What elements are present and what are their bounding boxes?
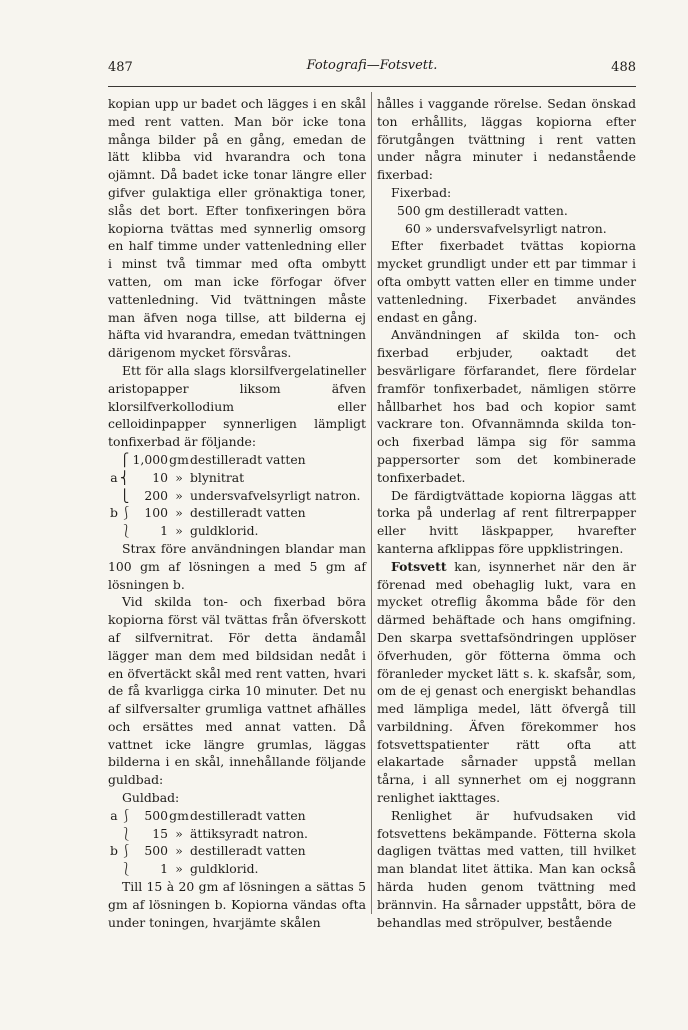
page-number-left: 487 [108,60,133,75]
recipe-amount: 15 [152,825,168,841]
recipe-item: undersvafvelsyrligt natron. [190,487,361,503]
recipe-guldbad [108,807,366,878]
recipe-brace: ⎩ [120,487,130,503]
recipe-brace: ⎰ [120,505,133,521]
recipe-item: destilleradt vatten [190,807,306,823]
recipe-label: Fixerbad: [391,184,452,200]
paragraph: Till 15 à 20 gm af lösningen a sättas 5 gm af lösningen b. Kopiorna vändas ofta under toningen, hvarjämte skålen [108,879,366,930]
paragraph: Renlighet är hufvudsaken vid fotsvettens bekämpande. Fötterna skola dagligen tvättas med vatten, till hvilket man blandat litet ättika. Man kan också härda huden genom tvättning med brännvin. Ha sårnader uppstått, böra de behandlas med ströpulver, bestående [377,807,636,930]
header-rule [108,86,636,87]
recipe-amount: 200 [144,487,168,503]
paragraph: De färdigtvättade kopiorna läggas att torka på underlag af rent filtrerpapper eller hvitt läskpapper, hvarefter kanterna afklippas före uppklistringen. [377,487,636,556]
paragraph: Användningen af skilda ton- och fixerbad erbjuder, oaktadt det besvärligare förfarandet, flere fördelar framför tonfixerbadet, nämligen större hållbarhet hos bad och kopior samt vackrare ton. Ofvannämnda skilda ton- och fixerbad lämpa sig för samma pappersorter som det kombinerade tonfixerbadet. [377,327,636,485]
recipe-item: destilleradt vatten [190,451,306,467]
recipe-unit: » [175,469,183,485]
recipe-item: destilleradt vatten [190,843,306,859]
page-header [108,56,636,80]
paragraph: Strax före användningen blandar man 100 gm af lösningen a med 5 gm af lösningen b. [108,540,366,592]
recipe-label: Guldbad: [122,790,180,806]
recipe-amount: 100 [144,505,168,521]
column-divider [371,92,372,914]
recipe-unit: » [175,505,183,521]
recipe-line [108,842,366,860]
section-heading: Fotsvett [391,558,447,574]
recipe-brace: ⎧ [120,451,130,467]
paragraph: Vid skilda ton- och fixerbad böra kopiorna först väl tvättas från öfverskott af silfvernitrat. För detta ändamål lägger man dem med bildsidan nedåt i en öfvertäckt skål med rent vatten, hvari de få kvarligga cirka 10 minuter. Det nu af silfversalter grumliga vattnet afhälles och ersättes med annat vatten. Då vattnet icke längre grumlas, läggas bilderna i en skål, innehållande följande guldbad: [108,594,366,788]
recipe-amount: 500 [144,807,168,823]
paragraph: Ett för alla slags klorsilfvergelatineller aristopapper liksom äfven klorsilfverkollodium eller celloidinpapper synnerligen lämpligt tonfixerbad är följande: [108,362,366,450]
recipe-brace: ⎰ [120,843,133,859]
recipe-item: guldklorid. [190,523,259,539]
recipe-amount: 1 [160,523,168,539]
recipe-unit: » [175,843,183,859]
recipe-item: ättiksyradt natron. [190,825,308,841]
recipe-brace: ⎨ [120,469,130,485]
recipe-amount: 10 [152,469,168,485]
recipe-unit: gm [169,807,189,823]
recipe-item: guldklorid. [190,861,259,877]
paragraph: kopian upp ur badet och lägges i en skål med rent vatten. Man bör icke tona många bilder på en gång, emedan de lätt klibba vid hvarandra och tona ojämnt. Då badet icke tonar längre eller gifver gulaktiga eller grönaktiga toner, slås det bort. Efter tonfixeringen böra kopiorna tvättas med synnerlig omsorg en half timme under vattenledning eller i minst två timmar med ofta ombytt vatten, om man icke förfogar öfver vattenledning. Vid tvättningen måste man äfven noga tillse, att bilderna ej häfta vid hvarandra, emedan tvättningen därigenom mycket försvåras. [108,96,367,361]
recipe-line: 60 » undersvafvelsyrligt natron. [405,220,607,236]
recipe-amount: 1 [160,861,168,877]
recipe-line [108,860,366,878]
recipe-line [108,451,366,469]
paragraph: Efter fixerbadet tvättas kopiorna mycket grundligt under ett par timmar i ofta ombytt vatten eller en timme under vattenledning. Fixerbadet användes endast en gång. [377,238,636,325]
recipe-amount: 500 [144,843,168,859]
recipe-unit: » [175,825,183,841]
recipe-unit: gm [169,451,189,467]
recipe-group-letter: b [110,843,118,859]
paragraph: hålles i vaggande rörelse. Sedan önskad ton erhållits, läggas kopiorna efter förutgången tvättning i rent vatten under några minuter i nedanstående fixerbad: [377,96,636,183]
running-title: Fotografi—Fotsvett. [306,58,438,73]
recipe-unit: » [175,487,183,503]
recipe-group-letter: a [110,807,118,823]
recipe-line: 500 gm destilleradt vatten. [397,202,568,218]
recipe-line [108,807,366,825]
recipe-brace: ⎱ [120,861,133,877]
left-column [108,95,366,931]
paragraph [377,558,636,807]
recipe-tonfixerbad [108,451,366,540]
recipe-brace: ⎱ [120,825,133,841]
page-number-right: 488 [611,60,636,75]
recipe-group-letter: a [110,469,118,485]
recipe-line [108,522,366,540]
paragraph-text: kan, isynnerhet när den är förenad med obehaglig lukt, vara en mycket otreflig åkomma både för den därmed behäftade och hans omgifning. Den skarpa svettafsöndringen upplöser öfverhuden, gör fötterna ömma och föranleder mycket lätt s. k. skafsår, som, om de ej genast och energiskt behandlas med lämpliga medel, lätt öfvergå till varbildning. Äfven förekommer hos fotsvettspatienter rätt ofta att elakartade sårnader uppstå mellan tårna, i all synnerhet om ej noggrann renlighet iakttages. [377,558,636,806]
recipe-brace: ⎰ [120,807,133,823]
recipe-group-letter: b [110,505,118,521]
recipe-line [108,469,366,487]
recipe-line [108,825,366,843]
recipe-line [108,504,366,522]
recipe-line [108,487,366,505]
recipe-brace: ⎱ [120,523,133,539]
right-column [377,95,636,931]
recipe-unit: » [175,861,183,877]
recipe-amount: 1,000 [132,451,168,467]
recipe-unit: » [175,523,183,539]
recipe-item: destilleradt vatten [190,505,306,521]
recipe-item: blynitrat [190,469,245,485]
